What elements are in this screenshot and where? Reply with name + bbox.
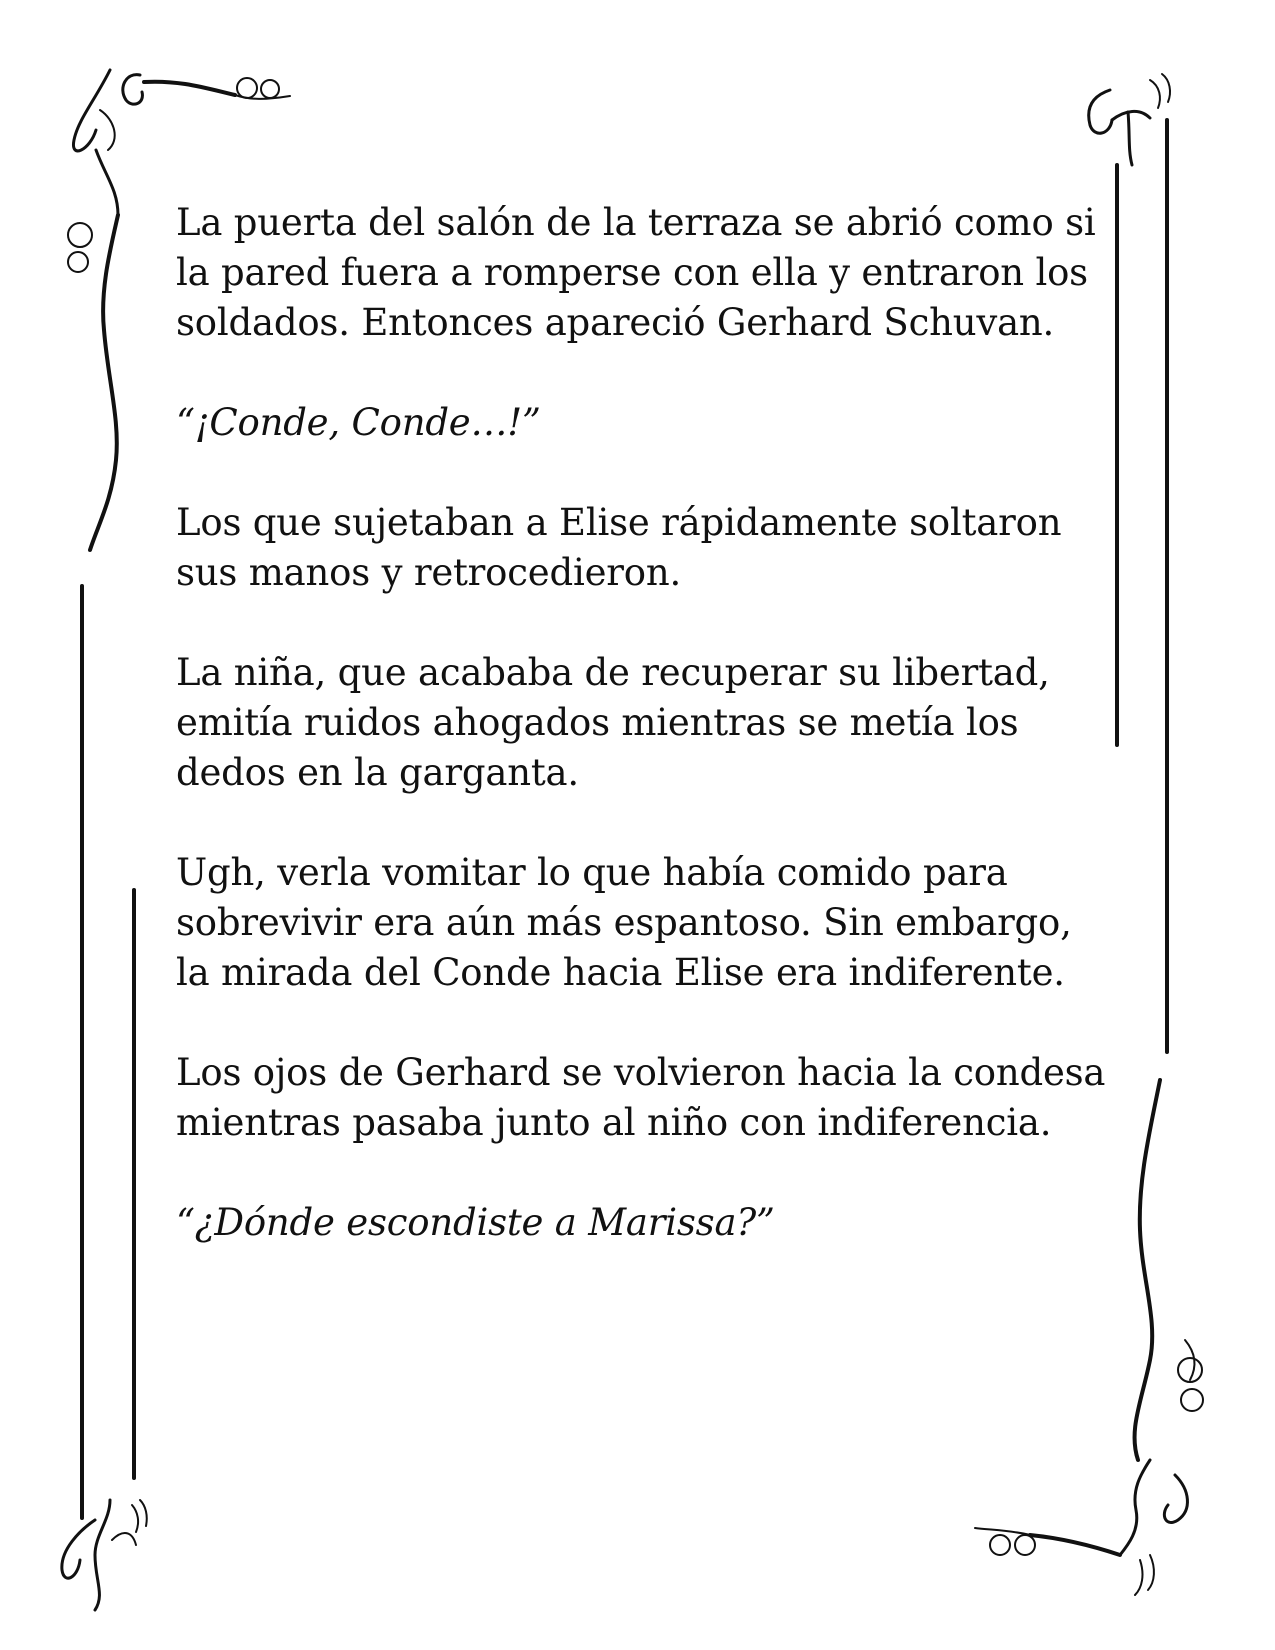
flourish-top-right xyxy=(1089,74,1170,165)
narrative-paragraph: La puerta del salón de la terraza se abrió como si la pared fuera a romperse con ella y entraron los soldados. Entonces apareció Gerhard Schuvan. xyxy=(176,201,1096,344)
narrative-paragraph: Los ojos de Gerhard se volvieron hacia la condesa mientras pasaba junto al niño con indiferencia. xyxy=(176,1051,1106,1144)
dialogue-paragraph: “¿Dónde escondiste a Marissa?” xyxy=(176,1201,775,1244)
story-text xyxy=(176,198,1116,1298)
narrative-paragraph: La niña, que acababa de recuperar su libertad, emitía ruidos ahogados mientras se metía los dedos en la garganta. xyxy=(176,651,1050,794)
narrative-paragraph: Ugh, verla vomitar lo que había comido para sobrevivir era aún más espantoso. Sin embargo, la mirada del Conde hacia Elise era indiferente. xyxy=(176,851,1072,994)
dialogue-paragraph: “¡Conde, Conde…!” xyxy=(176,401,541,444)
flourish-bottom-left xyxy=(62,1500,147,1610)
narrative-paragraph: Los que sujetaban a Elise rápidamente soltaron sus manos y retrocedieron. xyxy=(176,501,1062,594)
